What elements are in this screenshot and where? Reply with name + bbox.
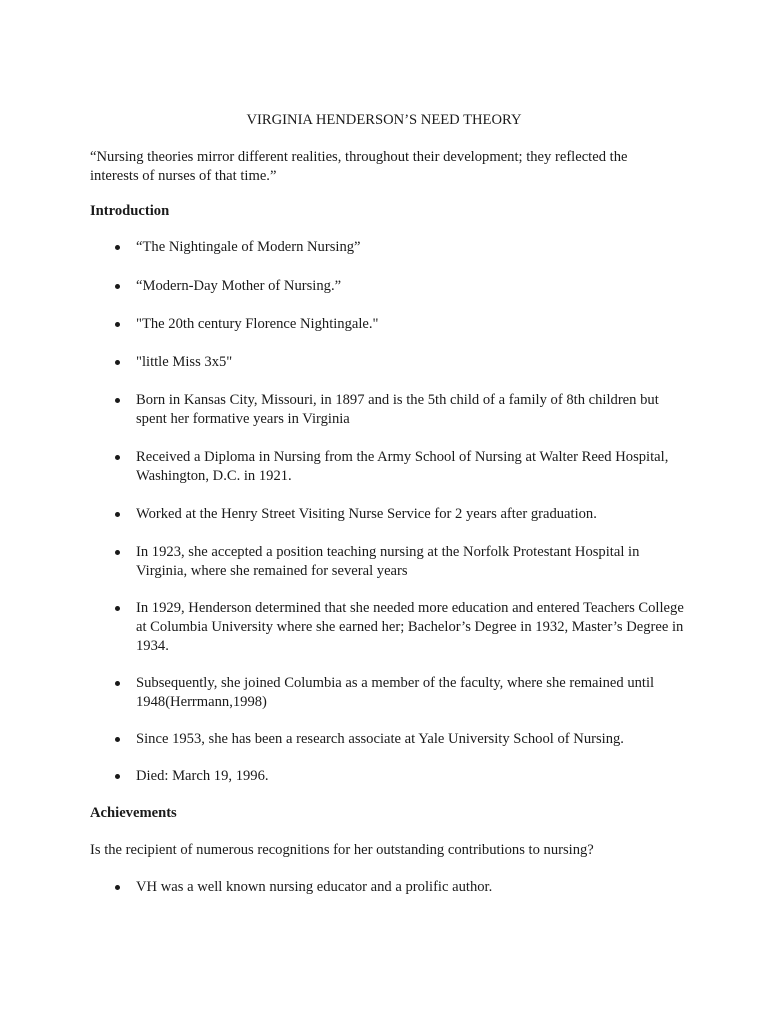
list-item <box>114 878 684 897</box>
list-item-text: Since 1953, she has been a research associate at Yale University School of Nursing. <box>136 731 624 747</box>
list-item-text: Worked at the Henry Street Visiting Nurse Service for 2 years after graduation. <box>136 506 597 522</box>
list-item <box>114 353 684 372</box>
list-item <box>114 448 684 486</box>
list-item-text: VH was a well known nursing educator and a prolific author. <box>136 879 493 895</box>
list-item <box>114 238 684 257</box>
list-item-text: Born in Kansas City, Missouri, in 1897 and is the 5th child of a family of 8th children but spent her formative years in Virginia <box>136 392 659 427</box>
list-item-text: Died: March 19, 1996. <box>136 768 269 784</box>
introduction-heading: Introduction <box>90 203 170 219</box>
list-item <box>114 505 684 524</box>
list-item-text: Received a Diploma in Nursing from the Army School of Nursing at Walter Reed Hospital, Washington, D.C. in 1921. <box>136 449 669 484</box>
list-item <box>114 674 684 712</box>
list-item <box>114 767 684 786</box>
list-item-text: “Modern-Day Mother of Nursing.” <box>136 278 342 294</box>
list-item-text: "little Miss 3x5" <box>136 354 233 370</box>
list-item-text: In 1929, Henderson determined that she needed more education and entered Teachers College at Columbia University where she earned her; Bachelor’s Degree in 1932, Master’s Degree in 1934. <box>136 600 684 654</box>
list-item-text: “The Nightingale of Modern Nursing” <box>136 239 361 255</box>
list-item <box>114 599 684 656</box>
list-item <box>114 315 684 334</box>
opening-quote: “Nursing theories mirror different realities, throughout their development; they reflected the interests of nurses of that time.” <box>90 149 628 184</box>
document-title: VIRGINIA HENDERSON’S NEED THEORY <box>246 112 522 128</box>
list-item <box>114 543 684 581</box>
list-item <box>114 730 684 749</box>
list-item <box>114 277 684 296</box>
list-item <box>114 391 684 429</box>
list-item-text: Subsequently, she joined Columbia as a member of the faculty, where she remained until 1948(Herrmann,1998) <box>136 675 655 710</box>
list-item-text: In 1923, she accepted a position teaching nursing at the Norfolk Protestant Hospital in Virginia, where she remained for several years <box>136 544 640 579</box>
achievements-paragraph: Is the recipient of numerous recognitions for her outstanding contributions to nursing? <box>90 842 594 858</box>
list-item-text: "The 20th century Florence Nightingale." <box>136 316 379 332</box>
achievements-heading: Achievements <box>90 805 177 821</box>
